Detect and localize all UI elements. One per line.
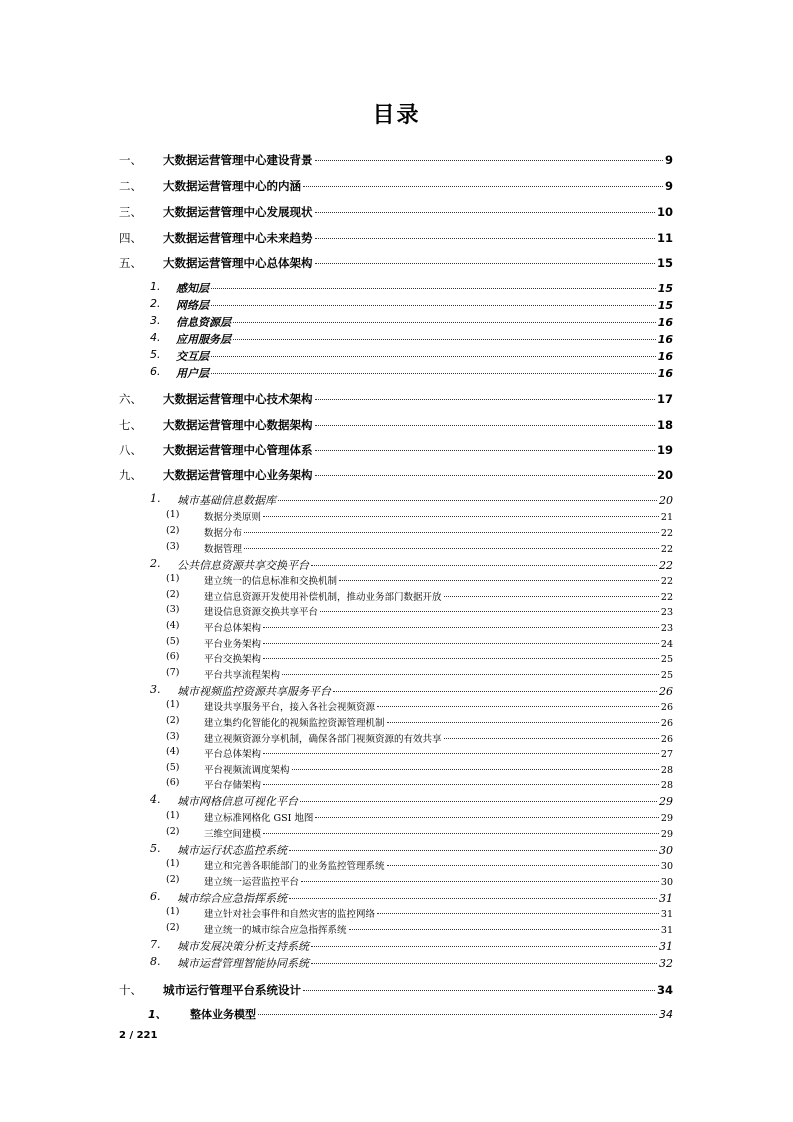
toc-entry-page: 30 — [659, 844, 673, 857]
toc-entry-line — [204, 699, 673, 713]
toc-entry-page: 32 — [659, 957, 673, 970]
dot-leader — [278, 500, 657, 501]
toc-entry-title[interactable]: 建立针对社会事件和自然灾害的监控网络 — [204, 909, 376, 920]
toc-entry-title[interactable]: 大数据运营管理中心建设背景 — [163, 153, 313, 167]
dot-leader — [303, 990, 655, 991]
toc-entry-number: 6. — [150, 890, 161, 903]
dot-leader — [387, 722, 659, 723]
page-number-footer: 2 / 221 — [119, 1030, 158, 1041]
toc-entry-number: 3. — [150, 683, 161, 696]
toc-entry-page: 34 — [656, 983, 673, 997]
dot-leader — [244, 548, 659, 549]
toc-entry-line — [177, 492, 673, 508]
toc-entry-title[interactable]: 平台总体架构 — [204, 749, 262, 760]
toc-entry-line — [204, 826, 673, 840]
toc-entry-number: 8. — [150, 955, 161, 968]
dot-leader — [333, 691, 657, 692]
toc-entry-title[interactable]: 大数据运营管理中心技术架构 — [163, 392, 313, 406]
dot-leader — [444, 596, 659, 597]
toc-entry-line — [204, 541, 673, 555]
toc-entry-title[interactable]: 网络层 — [176, 299, 209, 312]
toc-entry-number: 一、 — [119, 153, 142, 167]
toc-entry-page: 20 — [659, 494, 673, 507]
toc-entry-number: (3) — [166, 604, 180, 615]
toc-entry-page: 15 — [657, 282, 673, 295]
toc-entry-page: 19 — [656, 443, 673, 457]
toc-entry-line — [163, 230, 673, 246]
toc-entry-title[interactable]: 平台交换架构 — [204, 654, 262, 665]
toc-entry-line — [163, 982, 673, 998]
toc-entry-title[interactable]: 建立统一运营监控平台 — [204, 877, 300, 888]
toc-entry-page: 9 — [664, 153, 673, 167]
toc-entry-line — [163, 442, 673, 458]
toc-entry-number: (5) — [166, 762, 180, 773]
toc-entry-title[interactable]: 城市运营管理智能协同系统 — [177, 957, 309, 970]
toc-entry-page: 20 — [656, 468, 673, 482]
toc-entry-line — [163, 467, 673, 483]
toc-entry-title[interactable]: 平台存储架构 — [204, 780, 262, 791]
dot-leader — [315, 212, 655, 213]
toc-entry-page: 10 — [656, 205, 673, 219]
toc-entry-title[interactable]: 交互层 — [176, 350, 209, 363]
toc-entry-title[interactable]: 建立统一的城市综合应急指挥系统 — [204, 925, 347, 936]
toc-entry-page: 29 — [660, 813, 673, 824]
dot-leader — [263, 627, 659, 628]
toc-entry-number: (1) — [166, 810, 180, 821]
toc-entry-number: (2) — [166, 589, 180, 600]
toc-entry-page: 16 — [657, 350, 673, 363]
toc-entry-title[interactable]: 建立信息资源开发使用补偿机制，推动业务部门数据开放 — [204, 592, 442, 603]
toc-entry-title[interactable]: 城市视频监控资源共享服务平台 — [177, 685, 331, 698]
toc-entry-number: 八、 — [119, 443, 142, 457]
dot-leader — [263, 658, 659, 659]
toc-entry-line — [204, 810, 673, 824]
toc-entry-number: 2. — [150, 297, 161, 310]
toc-entry-line — [190, 1006, 673, 1022]
toc-entry-page: 23 — [660, 623, 673, 634]
toc-entry-line — [204, 604, 673, 618]
toc-entry-line — [204, 651, 673, 665]
toc-entry-number: 五、 — [119, 256, 142, 270]
toc-entry-title[interactable]: 建立集约化智能化的视频监控资源管理机制 — [204, 718, 385, 729]
toc-entry-number: 四、 — [119, 231, 142, 245]
toc-entry-title[interactable]: 数据分类原则 — [204, 512, 262, 523]
dot-leader — [233, 322, 656, 323]
dot-leader — [315, 160, 663, 161]
toc-entry-number: 二、 — [119, 179, 142, 193]
toc-entry-page: 34 — [659, 1008, 673, 1021]
toc-entry-title[interactable]: 公共信息资源共享交换平台 — [177, 559, 309, 572]
toc-entry-number: 1、 — [148, 1008, 167, 1021]
toc-entry-number: (6) — [166, 651, 180, 662]
toc-entry-page: 23 — [660, 607, 673, 618]
toc-entry-number: 2. — [150, 557, 161, 570]
toc-entry-line — [204, 922, 673, 936]
dot-leader — [311, 963, 657, 964]
toc-entry-line — [204, 777, 673, 791]
toc-entry-line — [176, 348, 673, 364]
toc-entry-page: 29 — [660, 829, 673, 840]
toc-entry-number: 7. — [150, 938, 161, 951]
toc-entry-line — [163, 178, 673, 194]
toc-entry-line — [163, 204, 673, 220]
toc-entry-title[interactable]: 平台总体架构 — [204, 623, 262, 634]
toc-entry-number: (1) — [166, 858, 180, 869]
toc-entry-line — [177, 890, 673, 906]
toc-entry-line — [204, 906, 673, 920]
toc-entry-title[interactable]: 城市综合应急指挥系统 — [177, 892, 287, 905]
toc-entry-title[interactable]: 大数据运营管理中心业务架构 — [163, 468, 313, 482]
toc-entry-page: 22 — [659, 559, 673, 572]
toc-entry-line — [177, 938, 673, 954]
dot-leader — [289, 850, 657, 851]
toc-entry-page: 29 — [659, 795, 673, 808]
dot-leader — [315, 399, 655, 400]
toc-entry-number: (3) — [166, 541, 180, 552]
toc-entry-page: 31 — [659, 940, 673, 953]
dot-leader — [315, 450, 655, 451]
toc-entry-title[interactable]: 用户层 — [176, 367, 209, 380]
toc-entry-title[interactable]: 大数据运营管理中心数据架构 — [163, 418, 313, 432]
toc-entry-number: (4) — [166, 620, 180, 631]
toc-entry-number: (2) — [166, 874, 180, 885]
toc-entry-page: 26 — [660, 734, 673, 745]
toc-entry-page: 26 — [660, 702, 673, 713]
toc-entry-line — [176, 331, 673, 347]
toc-entry-line — [204, 746, 673, 760]
toc-entry-line — [204, 858, 673, 872]
dot-leader — [315, 475, 655, 476]
toc-entry-page: 28 — [660, 765, 673, 776]
toc-entry-title[interactable]: 整体业务模型 — [190, 1008, 256, 1021]
dot-leader — [311, 565, 657, 566]
toc-entry-page: 21 — [660, 512, 673, 523]
toc-entry-page: 27 — [660, 749, 673, 760]
dot-leader — [211, 356, 656, 357]
toc-entry-number: (1) — [166, 699, 180, 710]
toc-entry-number: 3. — [150, 314, 161, 327]
toc-entry-number: (1) — [166, 906, 180, 917]
toc-entry-line — [204, 731, 673, 745]
toc-entry-number: 1. — [150, 280, 161, 293]
toc-entry-title[interactable]: 大数据运营管理中心的内涵 — [163, 179, 301, 193]
dot-leader — [315, 263, 655, 264]
dot-leader — [301, 881, 659, 882]
toc-entry-line — [163, 391, 673, 407]
toc-entry-page: 16 — [657, 367, 673, 380]
dot-leader — [292, 769, 659, 770]
dot-leader — [300, 801, 657, 802]
dot-leader — [263, 784, 659, 785]
toc-entry-page: 22 — [660, 544, 673, 555]
toc-entry-number: (4) — [166, 746, 180, 757]
toc-entry-title[interactable]: 建立视频资源分享机制，确保各部门视频资源的有效共享 — [204, 734, 442, 745]
toc-entry-number: (1) — [166, 509, 180, 520]
toc-entry-line — [204, 573, 673, 587]
toc-entry-page: 17 — [656, 392, 673, 406]
toc-entry-title[interactable]: 感知层 — [176, 282, 209, 295]
dot-leader — [387, 865, 659, 866]
dot-leader — [320, 611, 659, 612]
toc-entry-title[interactable]: 平台共享流程架构 — [204, 670, 281, 681]
dot-leader — [377, 913, 659, 914]
toc-entry-number: 5. — [150, 348, 161, 361]
toc-entry-title[interactable]: 建立标准网格化 GSI 地图 — [204, 813, 314, 824]
toc-entry-title[interactable]: 建设共享服务平台，接入各社会视频资源 — [204, 702, 376, 713]
dot-leader — [315, 425, 655, 426]
toc-entry-title[interactable]: 数据分布 — [204, 528, 243, 539]
toc-entry-page: 30 — [660, 877, 673, 888]
toc-entry-title[interactable]: 城市网格信息可视化平台 — [177, 795, 298, 808]
dot-leader — [444, 738, 659, 739]
toc-entry-page: 31 — [660, 909, 673, 920]
dot-leader — [233, 339, 656, 340]
dot-leader — [244, 532, 659, 533]
toc-entry-number: (2) — [166, 826, 180, 837]
toc-entry-number: 三、 — [119, 205, 142, 219]
toc-entry-title[interactable]: 大数据运营管理中心管理体系 — [163, 443, 313, 457]
toc-entry-title[interactable]: 建立统一的信息标准和交换机制 — [204, 576, 338, 587]
toc-entry-page: 24 — [660, 639, 673, 650]
toc-entry-page: 26 — [659, 685, 673, 698]
dot-leader — [211, 288, 656, 289]
toc-entry-line — [177, 842, 673, 858]
toc-entry-title[interactable]: 数据管理 — [204, 544, 243, 555]
toc-entry-page: 16 — [657, 333, 673, 346]
toc-entry-page: 22 — [660, 528, 673, 539]
toc-entry-title[interactable]: 城市运行管理平台系统设计 — [163, 983, 301, 997]
dot-leader — [263, 833, 659, 834]
toc-entry-number: 1. — [150, 492, 161, 505]
toc-entry-page: 18 — [656, 418, 673, 432]
toc-entry-title[interactable]: 城市发展决策分析支持系统 — [177, 940, 309, 953]
toc-entry-line — [176, 280, 673, 296]
toc-entry-title[interactable]: 平台业务架构 — [204, 639, 262, 650]
toc-entry-number: 4. — [150, 793, 161, 806]
toc-entry-page: 22 — [660, 576, 673, 587]
toc-entry-title[interactable]: 应用服务层 — [176, 333, 231, 346]
toc-entry-page: 26 — [660, 718, 673, 729]
toc-entry-line — [163, 417, 673, 433]
toc-entry-page: 22 — [660, 592, 673, 603]
toc-entry-number: (2) — [166, 922, 180, 933]
toc-entry-line — [204, 667, 673, 681]
toc-entry-number: 九、 — [119, 468, 142, 482]
toc-entry-title[interactable]: 信息资源层 — [176, 316, 231, 329]
toc-entry-title[interactable]: 城市运行状态监控系统 — [177, 844, 287, 857]
page-title: 目录 — [372, 103, 421, 128]
toc-entry-number: (6) — [166, 777, 180, 788]
toc-entry-line — [163, 152, 673, 168]
toc-entry-number: 5. — [150, 842, 161, 855]
toc-entry-title[interactable]: 大数据运营管理中心未来趋势 — [163, 231, 313, 245]
toc-entry-title[interactable]: 三维空间建模 — [204, 829, 262, 840]
toc-entry-page: 9 — [664, 179, 673, 193]
toc-entry-page: 15 — [656, 256, 673, 270]
dot-leader — [377, 706, 659, 707]
toc-entry-number: 4. — [150, 331, 161, 344]
toc-entry-line — [177, 683, 673, 699]
toc-entry-number: (1) — [166, 573, 180, 584]
toc-entry-page: 31 — [659, 892, 673, 905]
toc-entry-title[interactable]: 大数据运营管理中心总体架构 — [163, 256, 313, 270]
toc-entry-number: (2) — [166, 525, 180, 536]
toc-entry-page: 28 — [660, 780, 673, 791]
toc-entry-line — [204, 509, 673, 523]
dot-leader — [339, 580, 659, 581]
toc-entry-number: (3) — [166, 731, 180, 742]
toc-entry-number: (2) — [166, 715, 180, 726]
toc-entry-line — [204, 636, 673, 650]
toc-entry-line — [176, 314, 673, 330]
toc-entry-page: 15 — [657, 299, 673, 312]
toc-entry-number: 6. — [150, 365, 161, 378]
toc-entry-line — [176, 365, 673, 381]
dot-leader — [258, 1014, 657, 1015]
dot-leader — [315, 238, 655, 239]
dot-leader — [211, 373, 656, 374]
toc-entry-page: 31 — [660, 925, 673, 936]
toc-entry-page: 25 — [660, 654, 673, 665]
toc-entry-line — [204, 762, 673, 776]
toc-entry-number: 十、 — [119, 983, 142, 997]
dot-leader — [211, 305, 656, 306]
toc-entry-page: 11 — [656, 231, 673, 245]
dot-leader — [263, 753, 659, 754]
toc-entry-number: (7) — [166, 667, 180, 678]
toc-entry-page: 30 — [660, 861, 673, 872]
toc-entry-line — [204, 620, 673, 634]
dot-leader — [311, 946, 657, 947]
toc-entry-line — [177, 557, 673, 573]
toc-entry-line — [163, 255, 673, 271]
toc-entry-number: 七、 — [119, 418, 142, 432]
toc-entry-line — [204, 525, 673, 539]
dot-leader — [263, 516, 659, 517]
dot-leader — [289, 898, 657, 899]
toc-entry-line — [204, 589, 673, 603]
dot-leader — [282, 674, 659, 675]
toc-entry-line — [177, 793, 673, 809]
toc-entry-page: 16 — [657, 316, 673, 329]
toc-entry-line — [176, 297, 673, 313]
dot-leader — [315, 817, 659, 818]
toc-entry-title[interactable]: 大数据运营管理中心发展现状 — [163, 205, 313, 219]
toc-entry-page: 25 — [660, 670, 673, 681]
toc-entry-title[interactable]: 平台视频流调度架构 — [204, 765, 290, 776]
toc-entry-title[interactable]: 城市基础信息数据库 — [177, 494, 276, 507]
toc-entry-number: (5) — [166, 636, 180, 647]
toc-entry-line — [204, 874, 673, 888]
toc-entry-title[interactable]: 建立和完善各职能部门的业务监控管理系统 — [204, 861, 385, 872]
toc-entry-title[interactable]: 建设信息资源交换共享平台 — [204, 607, 319, 618]
toc-entry-line — [204, 715, 673, 729]
toc-entry-line — [177, 955, 673, 971]
dot-leader — [263, 643, 659, 644]
dot-leader — [349, 929, 659, 930]
dot-leader — [303, 186, 663, 187]
toc-entry-number: 六、 — [119, 392, 142, 406]
